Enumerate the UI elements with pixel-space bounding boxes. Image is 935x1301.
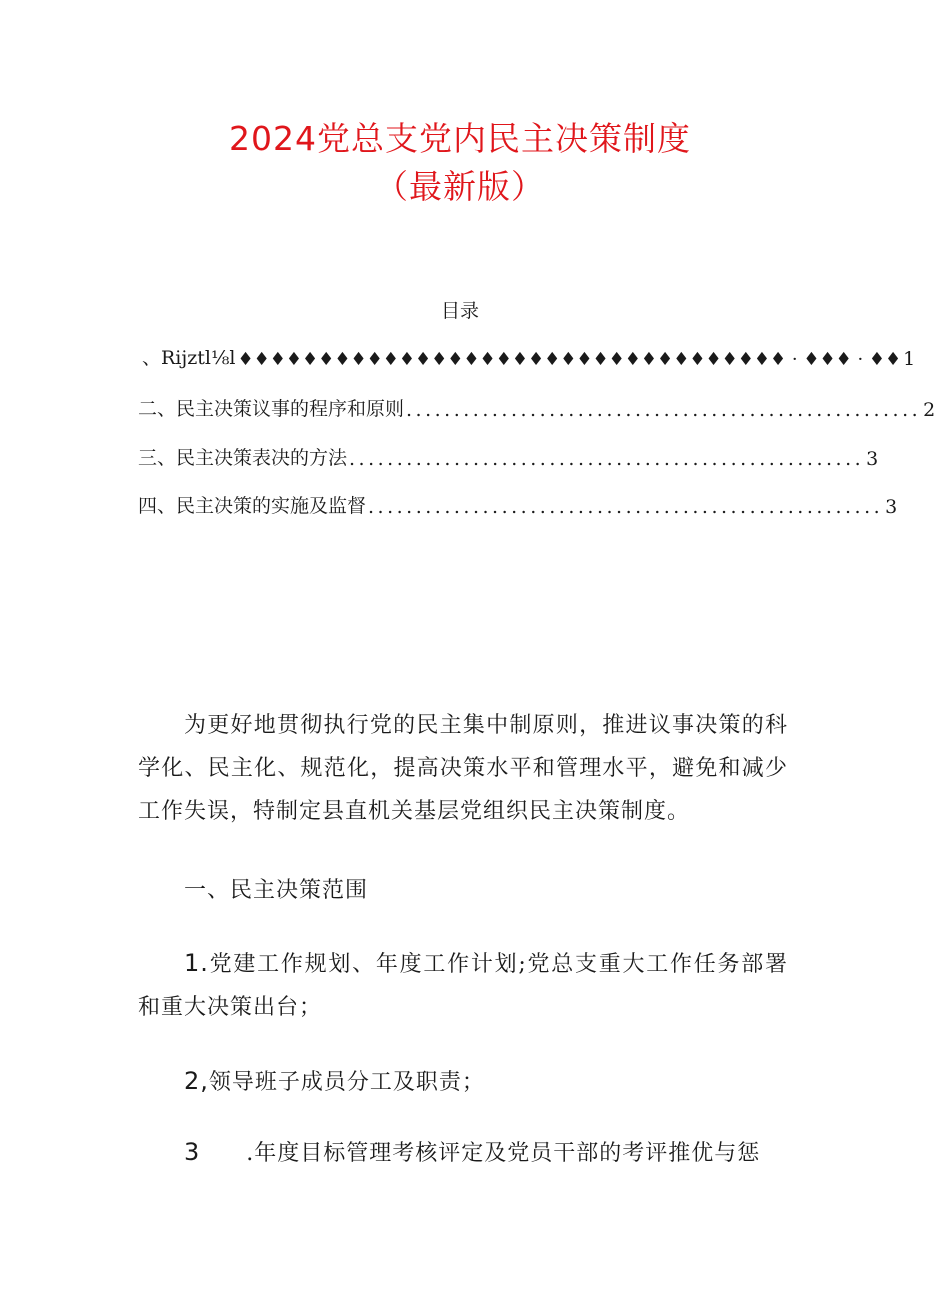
document-title: 2024党总支党内民主决策制度 <box>229 119 691 158</box>
toc-heading: 目录 <box>440 300 479 322</box>
toc-entry[interactable] <box>138 393 935 421</box>
toc-entry-leader: ...................................................... <box>406 399 922 421</box>
toc-entry-page: 2 <box>923 399 935 421</box>
list-item-number: 1. <box>184 949 209 977</box>
list-item-number: 2, <box>184 1067 209 1095</box>
toc-entry-leader: ...................................................... <box>368 496 884 518</box>
toc-entry-page: 1 <box>903 348 916 370</box>
intro-paragraph: 为更好地贯彻执行党的民主集中制原则，推进议事决策的科学化、民主化、规范化，提高决策水平和管理水平，避免和减少工作失误，特制定县直机关基层党组织民主决策制度。 <box>138 713 788 824</box>
list-item-number: 3 <box>184 1138 201 1166</box>
section-heading: 一、民主决策范围 <box>184 878 369 903</box>
list-item <box>138 1131 788 1175</box>
toc-entry-label: 二、民主决策议事的程序和原则 <box>138 398 405 420</box>
list-item <box>138 942 788 1029</box>
toc-entry-label: 四、民主决策的实施及监督 <box>138 495 367 517</box>
toc-entry[interactable] <box>138 442 879 470</box>
toc-entry-label: 、Rijztl⅛l <box>142 347 236 369</box>
toc-entry-label: 三、民主决策表决的方法 <box>138 447 348 469</box>
toc-entry[interactable] <box>138 342 916 370</box>
list-item-text: 领导班子成员分工及职责； <box>208 1070 485 1095</box>
toc-entry-leader: ...................................................... <box>349 448 865 470</box>
document-subtitle: （最新版） <box>375 167 545 206</box>
toc-entry-page: 3 <box>866 448 879 470</box>
list-item-text: 党建工作规划、年度工作计划;党总支重大工作任务部署和重大决策出台； <box>138 952 788 1020</box>
toc-entry[interactable] <box>138 490 898 518</box>
list-item-text: .年度目标管理考核评定及党员干部的考评推优与惩 <box>246 1141 761 1166</box>
toc-entry-page: 3 <box>885 496 898 518</box>
toc-entry-leader: ♦♦♦♦♦♦♦♦♦♦♦♦♦♦♦♦♦♦♦♦♦♦♦♦♦♦♦♦♦♦♦♦♦♦ · ♦♦♦ · ♦♦ <box>237 349 902 370</box>
list-item <box>138 1060 788 1104</box>
